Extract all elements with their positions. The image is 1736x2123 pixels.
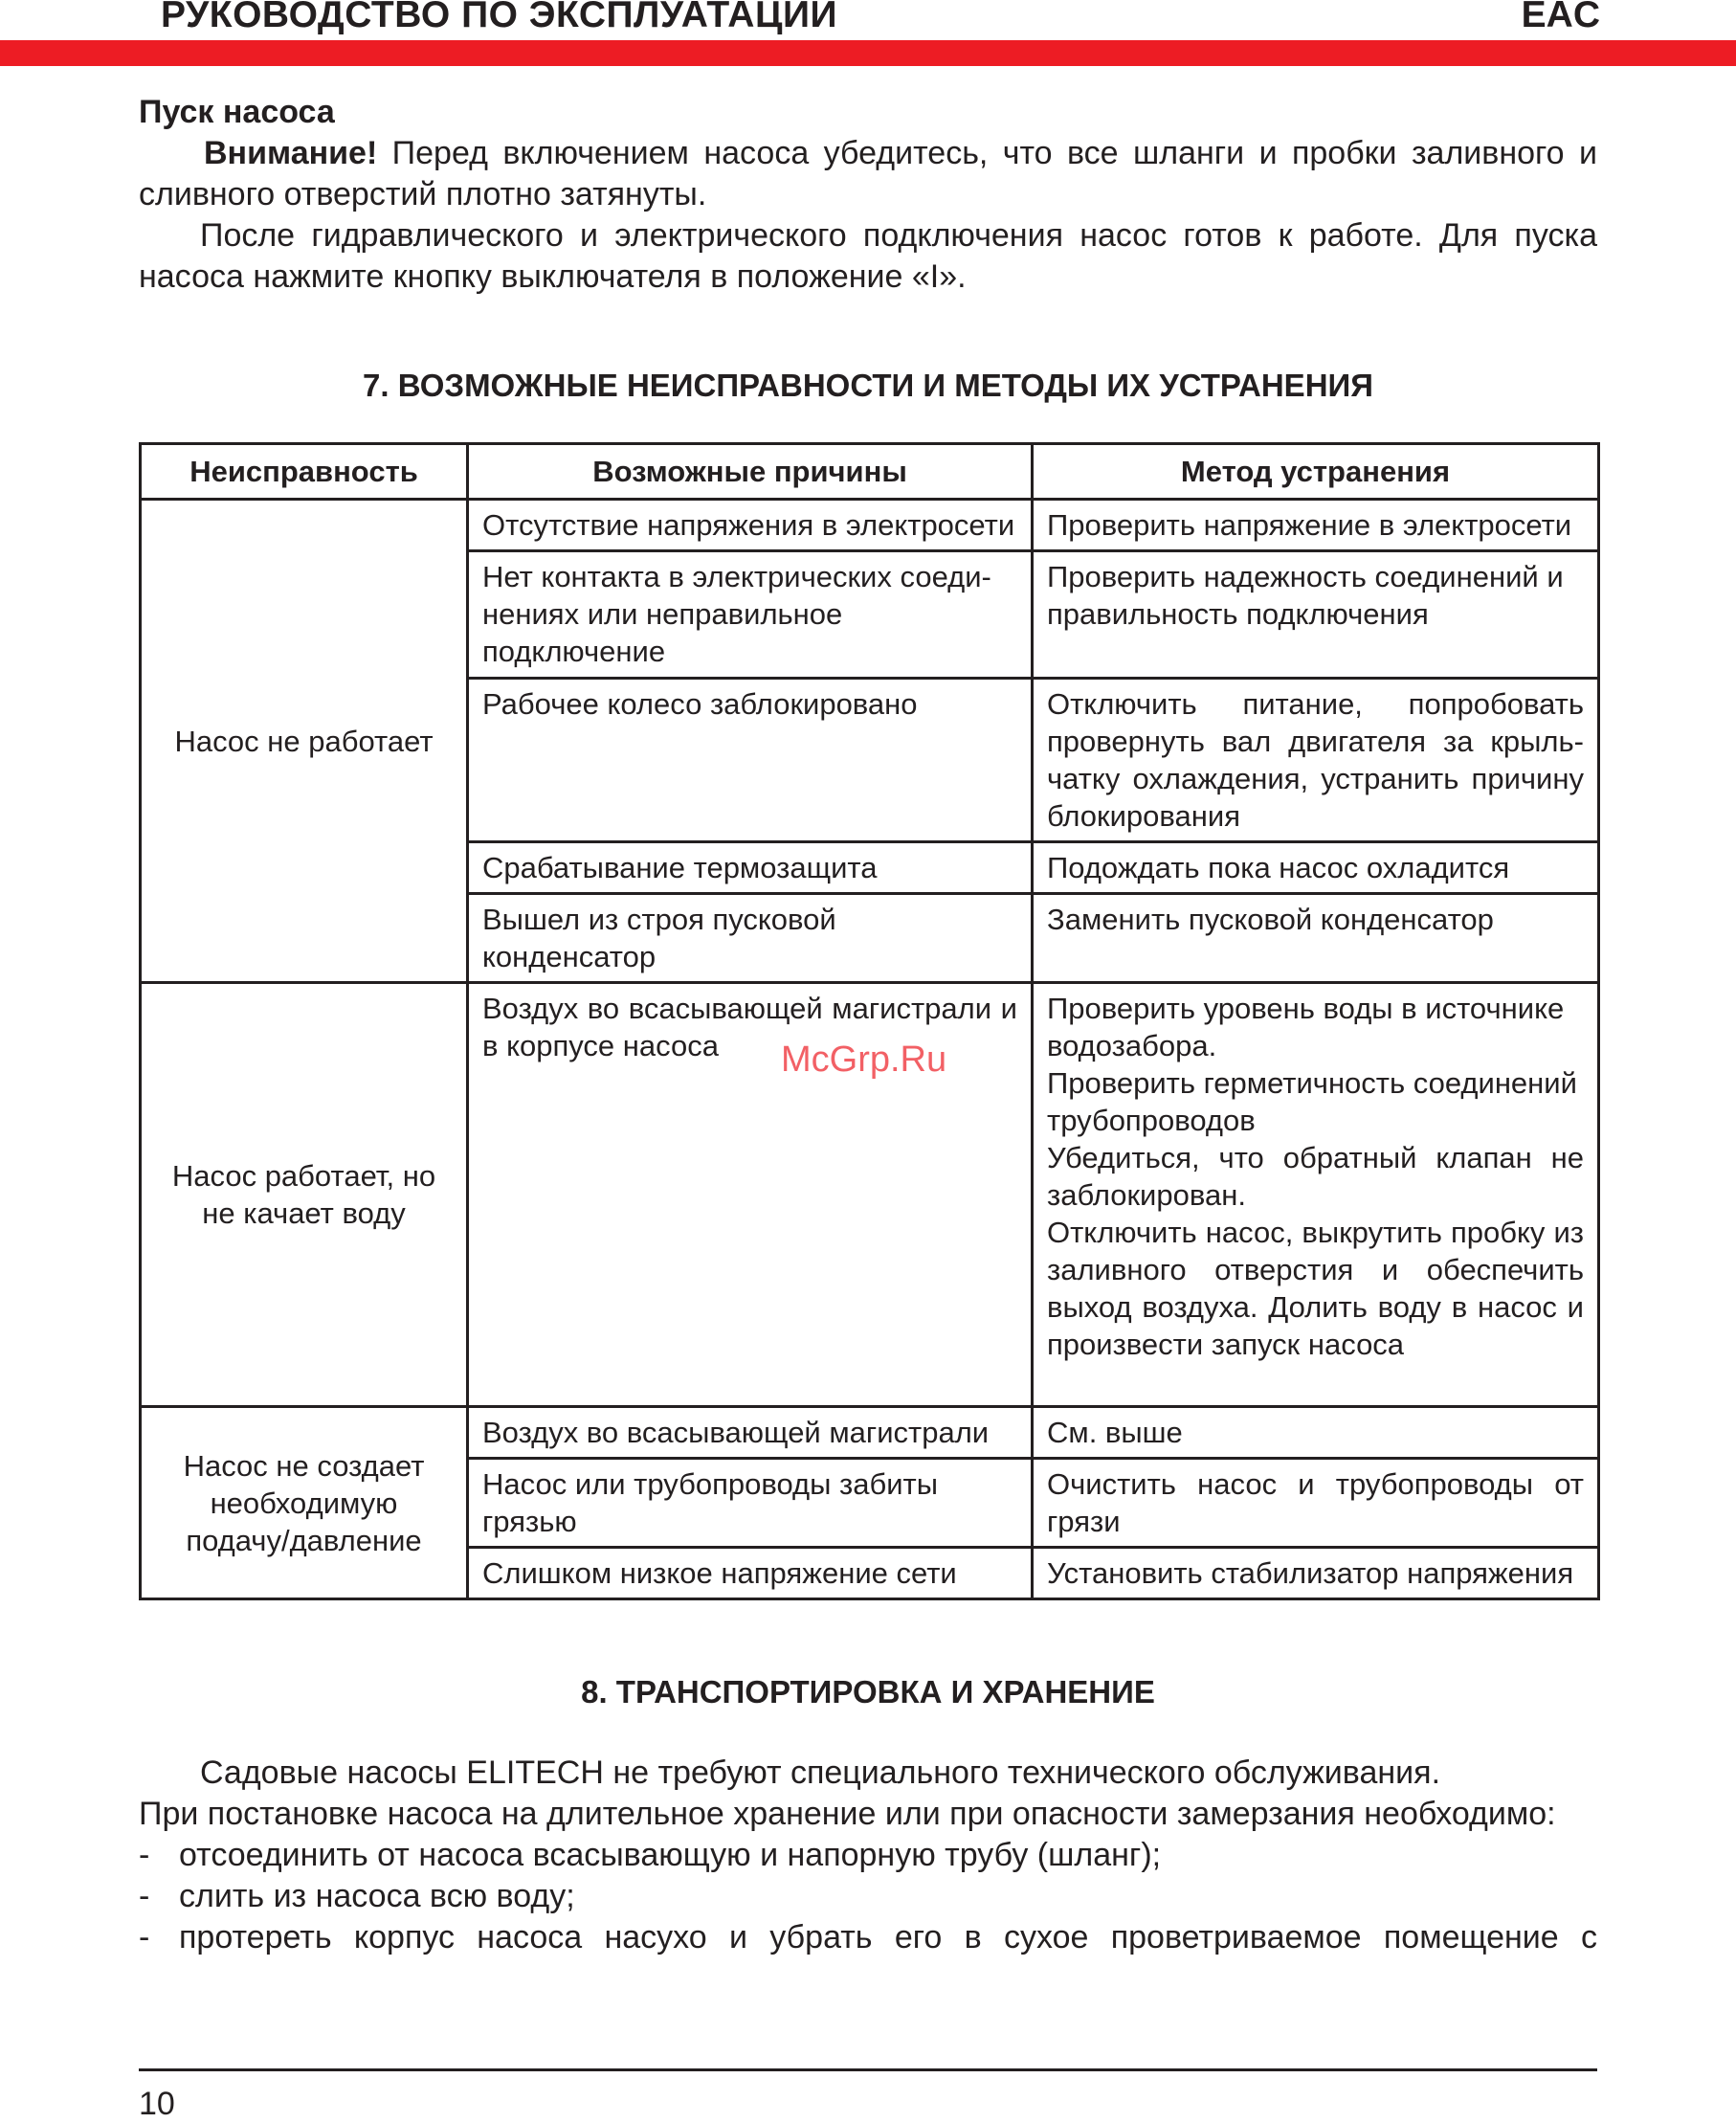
storage-paragraph-1: Садовые насосы ELITECH не требуют специального технического обслуживания.	[200, 1754, 1441, 1791]
column-header-fault: Неисправность	[141, 444, 468, 500]
remedy-cell: См. выше	[1033, 1407, 1599, 1459]
warning-paragraph	[139, 133, 1597, 215]
remedy-cell: Отключить питание, попробовать провернуть вал двигателя за крыль-чатку охлаждения, устранить причину блокирования	[1033, 679, 1599, 842]
footer-rule	[139, 2068, 1597, 2071]
warning-text: Перед включением насоса убедитесь, что все шланги и пробки заливного и сливного отверстий плотно затянуты.	[139, 135, 1597, 212]
list-item	[139, 1876, 1597, 1917]
remedy-line: Проверить герметичность соединений трубопроводов	[1047, 1066, 1577, 1137]
page-content	[139, 92, 1597, 1958]
page-number: 10	[139, 2086, 175, 2122]
table-row	[141, 500, 1599, 551]
storage-paragraph-2: При постановке насоса на длительное хранение или при опасности замерзания необходимо:	[139, 1796, 1556, 1832]
section-8-title: 8. ТРАНСПОРТИРОВКА И ХРАНЕНИЕ	[581, 1674, 1155, 1710]
list-item-text: протереть корпус насоса насухо и убрать его в сухое проветриваемое помещение с	[179, 1919, 1597, 1955]
fault-cell: Насос работает, но не качает воду	[141, 983, 468, 1407]
document-header-title: РУКОВОДСТВО ПО ЭКСПЛУАТАЦИИ	[161, 0, 838, 35]
warning-label: Внимание!	[204, 135, 378, 171]
remedy-cell: Заменить пусковой конденсатор	[1033, 894, 1599, 983]
list-item	[139, 1917, 1597, 1958]
list-item-text: слить из насоса всю воду;	[179, 1878, 575, 1914]
cause-cell: Слишком низкое напряжение сети	[468, 1548, 1033, 1599]
cause-cell: Нет контакта в электрических соеди-нениях или неправильное подключение	[468, 551, 1033, 679]
table-header-row	[141, 444, 1599, 500]
header-red-band	[0, 40, 1736, 66]
cause-cell: Вышел из строя пусковой конденсатор	[468, 894, 1033, 983]
list-dash: -	[139, 1837, 150, 1873]
start-paragraph: После гидравлического и электрического подключения насос готов к работе. Для пуска насоса нажмите кнопку выключателя в положение «I».	[139, 217, 1597, 295]
remedy-cell: Подождать пока насос охладится	[1033, 842, 1599, 894]
remedy-line: Проверить уровень воды в источнике водозабора.	[1047, 992, 1565, 1062]
remedy-cell	[1033, 983, 1599, 1407]
fault-cell: Насос не работает	[141, 500, 468, 983]
section-7-title: 7. ВОЗМОЖНЫЕ НЕИСПРАВНОСТИ И МЕТОДЫ ИХ УСТРАНЕНИЯ	[363, 368, 1373, 403]
troubleshooting-table	[139, 442, 1600, 1600]
cause-cell: Воздух во всасывающей магистрали	[468, 1407, 1033, 1459]
list-dash: -	[139, 1919, 150, 1955]
list-item	[139, 1835, 1597, 1876]
cause-cell: Насос или трубопроводы забиты грязью	[468, 1459, 1033, 1548]
column-header-cause: Возможные причины	[468, 444, 1033, 500]
cause-cell: Воздух во всасывающей магистрали и в корпусе насоса	[468, 983, 1033, 1407]
remedy-cell: Проверить напряжение в электросети	[1033, 500, 1599, 551]
list-dash: -	[139, 1878, 150, 1914]
remedy-cell: Очистить насос и трубопроводы от грязи	[1033, 1459, 1599, 1548]
eac-mark: EAC	[1521, 0, 1600, 35]
watermark: McGrp.Ru	[781, 1039, 947, 1080]
remedy-cell: Проверить надежность соединений и правильность подключения	[1033, 551, 1599, 679]
remedy-line: Отключить насос, выкрутить пробку из заливного отверстия и обеспечить выход воздуха. Долить воду в насос и произвести запуск насоса	[1047, 1216, 1584, 1361]
fault-cell: Насос не создает необходимую подачу/давление	[141, 1407, 468, 1599]
remedy-line: Убедиться, что обратный клапан не заблокирован.	[1047, 1141, 1584, 1212]
cause-cell: Срабатывание термозащита	[468, 842, 1033, 894]
pump-start-heading: Пуск насоса	[139, 94, 335, 130]
cause-cell: Рабочее колесо заблокировано	[468, 679, 1033, 842]
remedy-cell: Установить стабилизатор напряжения	[1033, 1548, 1599, 1599]
list-item-text: отсоединить от насоса всасывающую и напорную трубу (шланг);	[179, 1837, 1162, 1873]
table-row	[141, 1407, 1599, 1459]
cause-cell: Отсутствие напряжения в электросети	[468, 500, 1033, 551]
column-header-remedy: Метод устранения	[1033, 444, 1599, 500]
